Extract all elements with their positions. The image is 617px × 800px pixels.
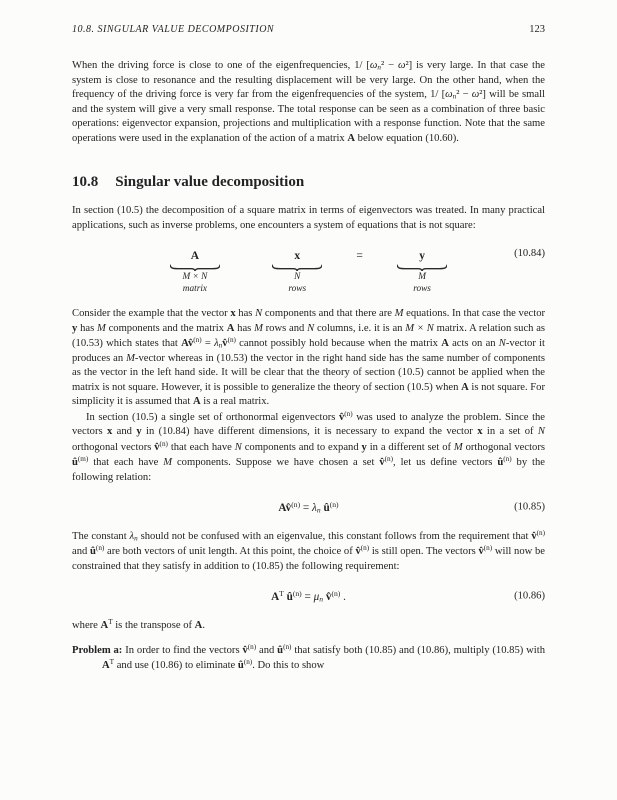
paragraph-driving-force: When the driving force is close to one of the eigenfrequencies, 1/ $[\omega_n^2 - \omega^2]$ is very large. In that case the system is close to resonance and the resulting displacement will be very large. On the other hand, when the frequency of the driving force is very far from the eigenfrequencies of the system, 1/ $[\omega_n^2 - \omega^2]$ will be small and the system will give a very small response. The total response can be seen as a combination of three basic operations: eigenvector expansion, projections and multiplication with a response function. Note that the same operations were used in the explanation of the action of a matrix A below equation (10.60). — [72, 60, 545, 144]
equation-10-84-body — [166, 250, 451, 294]
paragraph-constant-lambda: The constant $\lambda_n$ should not be confused with an eigenvalue, this constant follows from the requirement that v̂$^{(n)}$ and $û^{(n)}$ are both vectors of unit length. At this point, the choice of v̂$^{(n)}$ is still open. The vectors v̂$^{(n)}$ will now be constrained that they satisfy in addition to (10.85) the following requirement: — [72, 529, 546, 572]
equals-sign: = — [356, 250, 363, 262]
vector-x-symbol: x — [294, 250, 301, 262]
matrix-a-term — [166, 250, 224, 294]
equation-10-86-body: $A^T$ $û^{(n)} = \mu_n$ v̂$^{(n)}$ . — [271, 589, 346, 605]
underbrace-icon — [397, 264, 447, 271]
equation-10-85 — [72, 498, 545, 516]
section-title: Singular value decomposition — [115, 174, 305, 190]
vector-y-dimensions: M — [418, 272, 426, 283]
equation-10-85-body: Av̂$^{(n)}$ = $\lambda_n$ $û^{(n)}$ — [278, 499, 339, 515]
vector-x-dimensions: N — [294, 272, 301, 283]
equation-10-84 — [72, 246, 545, 294]
paragraph-not-square: In section (10.5) the decomposition of a square matrix in terms of eigenvectors was treated. In many practical applications, such as inverse problems, one encounters a system of equations that is not square: — [72, 205, 545, 231]
equation-number-10-85: (10.85) — [514, 501, 545, 513]
equation-number-10-86: (10.86) — [514, 590, 545, 602]
matrix-a-label: matrix — [182, 284, 208, 295]
page-number: 123 — [529, 24, 545, 35]
underbrace-icon — [170, 264, 220, 271]
equation-10-86 — [72, 587, 545, 605]
vector-x-term — [268, 250, 326, 294]
section-heading — [72, 174, 545, 191]
underbrace-icon — [272, 264, 322, 271]
vector-y-symbol: y — [419, 250, 425, 262]
paragraph-problem-a: Problem a: In order to find the vectors v̂$^{(n)}$ and $û^{(n)}$ that satisfy both (10.85) and (10.86), multiply (10.85) with $A^T$ and use (10.86) to eliminate $û^{(n)}$. Do this to show — [72, 642, 545, 672]
vector-y-term — [393, 250, 451, 294]
matrix-a-symbol: A — [190, 250, 200, 262]
vector-x-label: rows — [288, 284, 307, 295]
paragraph-consider-example: Consider the example that the vector x has N components and that there are M equations. In that case the vector y has M components and the matrix A has M rows and N columns, i.e. it is an M × N matrix. A relation such as (10.53) which states that Av̂$^{(n)}$ = $\lambda_nv̂^{(n)}$ cannot possibly hold because when the matrix A acts on an N-vector it produces an M-vector whereas in (10.53) the vector in the right hand side has the same number of components as the vector in the left hand side. It will be clear that the theory of section (10.5) cannot be applied when the matrix is not square. However, it is possible to generalize the theory of section (10.5) when A is not square. For simplicity it is assumed that A is a real matrix. — [72, 308, 546, 408]
running-header-title: 10.8. SINGULAR VALUE DECOMPOSITION — [72, 24, 275, 35]
matrix-a-dimensions: M × N — [182, 272, 208, 283]
equation-number-10-84: (10.84) — [514, 248, 545, 259]
paragraph-where-transpose: where $A^T$ is the transpose of A. — [72, 618, 205, 632]
paragraph-single-set: In section (10.5) a single set of orthonormal eigenvectors v̂$^{(n)}$ was used to analyze the problem. Since the vectors x and y in (10.84) have different dimensions, it is necessary to expand the vector x in a set of N orthogonal vectors v̂$^{(n)}$ that each have N components and to expand y in a different set of M orthogonal vectors $û^{(m)}$ that each have M components. Suppose we have chosen a set v̂$^{(n)}$, let us define vectors $û^{(n)}$ by the following relation: — [72, 409, 546, 483]
vector-y-label: rows — [413, 284, 431, 295]
section-number: 10.8 — [72, 174, 99, 190]
running-header — [72, 24, 545, 35]
